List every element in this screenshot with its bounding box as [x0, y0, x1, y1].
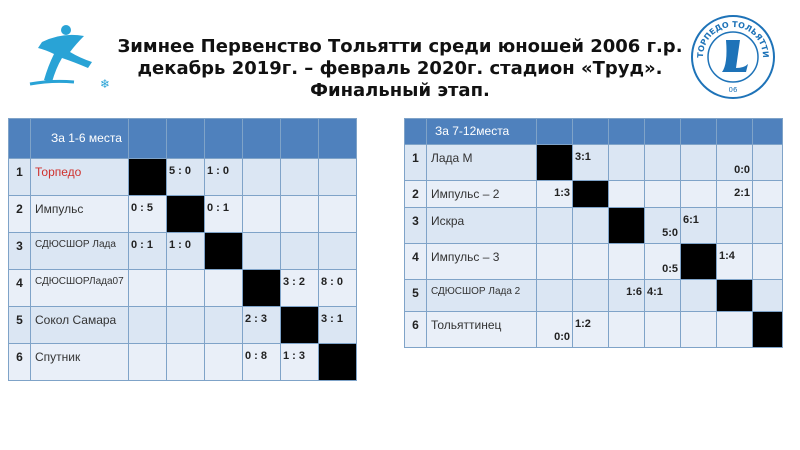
row-number: 5 [9, 307, 31, 344]
table-row [9, 307, 357, 344]
self-cell [129, 159, 167, 196]
team-name: СДЮСШОР Лада [31, 233, 129, 270]
score-cell: 6:1 [681, 208, 717, 244]
score-cell: 3 : 2 [281, 270, 319, 307]
score-cell: 2:1 [717, 181, 753, 208]
team-name: Спутник [31, 344, 129, 381]
table-row [405, 181, 783, 208]
table-places-1-6 [8, 118, 357, 381]
score-cell: 0 : 8 [243, 344, 281, 381]
table-row [9, 270, 357, 307]
score-cell: 5 : 0 [167, 159, 205, 196]
row-number: 6 [405, 312, 427, 348]
row-number: 4 [9, 270, 31, 307]
score-cell: 4:1 [645, 280, 681, 312]
score-cell: 2 : 3 [243, 307, 281, 344]
team-name: Искра [427, 208, 537, 244]
header-places-1-6: За 1-6 места [31, 119, 129, 159]
self-cell [167, 196, 205, 233]
score-cell: 5:0 [645, 208, 681, 244]
score-cell: 0:0 [717, 145, 753, 181]
score-cell: 1:4 [717, 244, 753, 280]
row-number: 6 [9, 344, 31, 381]
table-row [9, 233, 357, 270]
table-row [405, 208, 783, 244]
logo-year: 06 [728, 86, 738, 94]
self-cell [573, 181, 609, 208]
table-row [405, 312, 783, 348]
self-cell [753, 312, 783, 348]
score-cell: 0:0 [537, 312, 573, 348]
team-name: Импульс – 3 [427, 244, 537, 280]
row-number: 4 [405, 244, 427, 280]
table-row [405, 244, 783, 280]
row-number: 3 [405, 208, 427, 244]
torpedo-togliatti-logo-icon [690, 14, 776, 100]
self-cell [281, 307, 319, 344]
team-name: СДЮСШОР Лада 2 [427, 280, 537, 312]
header-places-7-12: За 7-12места [427, 119, 537, 145]
score-cell: 3:1 [573, 145, 609, 181]
self-cell [609, 208, 645, 244]
score-cell: 1:3 [537, 181, 573, 208]
score-cell: 1:6 [609, 280, 645, 312]
score-cell: 8 : 0 [319, 270, 357, 307]
self-cell [717, 280, 753, 312]
team-name: Импульс – 2 [427, 181, 537, 208]
team-name: Сокол Самара [31, 307, 129, 344]
row-number: 1 [405, 145, 427, 181]
score-cell: 1 : 0 [167, 233, 205, 270]
logo-ring-text: ТОРПЕДО ТОЛЬЯТТИ [695, 19, 771, 59]
score-cell: 1:2 [573, 312, 609, 348]
self-cell [319, 344, 357, 381]
row-number: 1 [9, 159, 31, 196]
page-title [110, 36, 690, 102]
self-cell [681, 244, 717, 280]
hockey-player-logo-icon [22, 22, 112, 92]
row-number: 5 [405, 280, 427, 312]
score-cell: 0 : 1 [129, 233, 167, 270]
self-cell [243, 270, 281, 307]
score-cell: 0 : 5 [129, 196, 167, 233]
team-name: Тольяттинец [427, 312, 537, 348]
team-name: Торпедо [31, 159, 129, 196]
table-row [405, 280, 783, 312]
score-cell: 0:5 [645, 244, 681, 280]
score-cell: 0 : 1 [205, 196, 243, 233]
table-row [405, 145, 783, 181]
self-cell [537, 145, 573, 181]
table-places-7-12 [404, 118, 783, 348]
title-line-1: Зимнее Первенство Тольятти среди юношей 2006 г.р. [117, 36, 683, 57]
table-row [9, 196, 357, 233]
title-line-2: декабрь 2019г. – февраль 2020г. стадион «Труд». [137, 58, 663, 79]
svg-text:❄: ❄ [100, 77, 111, 91]
table-row [9, 159, 357, 196]
team-name: Импульс [31, 196, 129, 233]
row-number: 3 [9, 233, 31, 270]
score-cell: 1 : 3 [281, 344, 319, 381]
row-number: 2 [9, 196, 31, 233]
team-name: Лада М [427, 145, 537, 181]
score-cell: 1 : 0 [205, 159, 243, 196]
team-name: СДЮСШОРЛада07 [31, 270, 129, 307]
self-cell [205, 233, 243, 270]
score-cell: 3 : 1 [319, 307, 357, 344]
title-line-3: Финальный этап. [310, 80, 490, 101]
table-row [9, 344, 357, 381]
row-number: 2 [405, 181, 427, 208]
